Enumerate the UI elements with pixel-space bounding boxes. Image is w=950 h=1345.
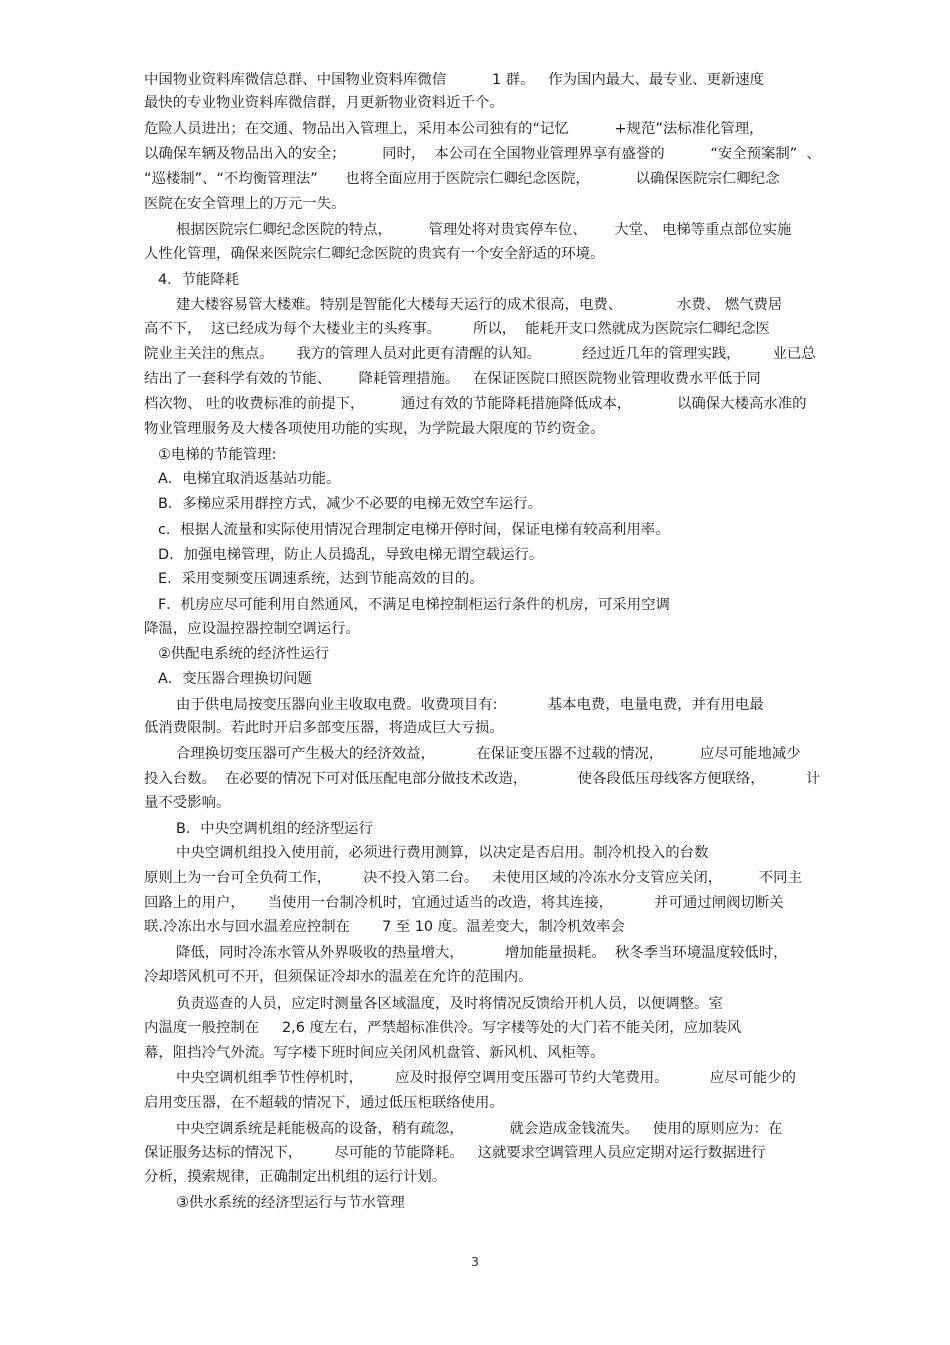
text-line: 中央空调机组投入使用前，必须进行费用测算，以决定是否启用。制冷机投入的台数 bbox=[176, 845, 709, 861]
list-item: c．根据人流量和实际使用情况合理制定电梯开停时间，保证电梯有较高利用率。 bbox=[158, 522, 670, 538]
list-item: A．变压器合理换切问题 bbox=[158, 671, 312, 687]
list-item: B．中央空调机组的经济型运行 bbox=[176, 821, 373, 837]
text-line: 投入台数。 在必要的情况下可对低压配电部分做技术改造， 使各段低压母线客方便联络， 计 bbox=[144, 771, 821, 787]
text-line: 最快的专业物业资料库微信群，月更新物业资料近千个。 bbox=[144, 95, 504, 111]
text-line: 内温度一般控制在 2,6 度左右，严禁超标准供冷。写字楼等处的大门若不能关闭，应加装风 bbox=[144, 1020, 742, 1036]
text-line: “巡楼制”、“不均衡管理法” 也将全面应用于医院宗仁卿纪念医院， 以确保医院宗仁卿纪念 bbox=[144, 171, 780, 187]
text-line: 危险人员进出；在交通、物品出入管理上，采用本公司独有的“记忆 +规范”法标准化管理， bbox=[144, 121, 764, 137]
text-line: 物业管理服务及大楼各项使用功能的实现，为学院最大限度的节约资金。 bbox=[144, 421, 605, 437]
text-line: 回路上的用户， 当使用一台制冷机时，宜通过适当的改造，将其连接， 并可通过闸阀切断关 bbox=[144, 895, 784, 911]
text-line: 低消费限制。若此时开启多部变压器，将造成巨大亏损。 bbox=[144, 720, 504, 736]
text-line: 降温，应设温控器控制空调运行。 bbox=[144, 621, 360, 637]
text-line: 中国物业资料库微信总群、中国物业资料库微信 1 群。 作为国内最大、最专业、更新速度 bbox=[144, 72, 765, 88]
text-line: 原则上为一台可全负荷工作， 决不投入第二台。 未使用区域的冷冻水分支管应关闭， 不同主 bbox=[144, 870, 802, 886]
text-line: 中央空调机组季节性停机时， 应及时报停空调用变压器可节约大笔费用。 应尽可能少的 bbox=[176, 1070, 797, 1086]
list-item: A．电梯宜取消返基站功能。 bbox=[158, 471, 341, 487]
page-number: 3 bbox=[471, 1254, 479, 1269]
text-line: 量不受影响。 bbox=[144, 795, 231, 811]
text-line: 联.冷冻出水与回水温差应控制在 7 至 10 度。温差变大，制冷机效率会 bbox=[144, 919, 625, 935]
text-line: 以确保车辆及物品出入的安全； 同时， 本公司在全国物业管理界享有盛誉的 “安全预案制” 、 bbox=[144, 146, 821, 162]
subsection-heading: ③供水系统的经济型运行与节水管理 bbox=[176, 1195, 405, 1211]
text-line: 降低，同时冷冻水管从外界吸收的热量增大， 增加能量损耗。 秋冬季当环境温度较低时， bbox=[176, 945, 788, 961]
subsection-heading: ②供配电系统的经济性运行 bbox=[158, 646, 330, 662]
list-item: F．机房应尽可能利用自然通风，不满足电梯控制柜运行条件的机房，可采用空调 bbox=[158, 597, 670, 613]
text-line: 合理换切变压器可产生极大的经济效益， 在保证变压器不过载的情况， 应尽可能地减少 bbox=[176, 746, 801, 762]
text-line: 启用变压器，在不超载的情况下，通过低压柜联络使用。 bbox=[144, 1095, 504, 1111]
text-line: 冷却塔风机可不开，但须保证冷却水的温差在允许的范围内。 bbox=[144, 969, 533, 985]
text-line: 院业主关注的焦点。 我方的管理人员对此更有清醒的认知。 经过近几年的管理实践， 业已总 bbox=[144, 346, 816, 362]
section-heading: 4．节能降耗 bbox=[158, 272, 240, 288]
text-line: 人性化管理，确保来医院宗仁卿纪念医院的贵宾有一个安全舒适的环境。 bbox=[144, 246, 605, 262]
text-line: 由于供电局按变压器向业主收取电费。收费项目有: 基本电费，电量电费，并有用电最 bbox=[176, 697, 764, 713]
text-line: 档次物、 吐的收费标准的前提下， 通过有效的节能降耗措施降低成本， 以确保大楼高水准的 bbox=[144, 396, 807, 412]
text-line: 高不下， 这已经成为每个大楼业主的头疼事。 所以， 能耗开支口然就成为医院宗仁卿纪念医 bbox=[144, 321, 770, 337]
list-item: E．采用变频变压调速系统，达到节能高效的目的。 bbox=[158, 571, 484, 587]
text-line: 幕，阻挡冷气外流。写字楼下班时间应关闭风机盘管、新风机、风柜等。 bbox=[144, 1045, 605, 1061]
list-item: B．多梯应采用群控方式，减少不必要的电梯无效空车运行。 bbox=[158, 496, 543, 512]
text-line: 分析，摸索规律，正确制定出机组的运行计划。 bbox=[144, 1169, 447, 1185]
text-line: 结出了一套科学有效的节能、 降耗管理措施。 在保证医院口照医院物业管理收费水平低于同 bbox=[144, 371, 761, 387]
text-line: 根据医院宗仁卿纪念医院的特点， 管理处将对贵宾停车位、 大堂、 电梯等重点部位实施 bbox=[176, 222, 792, 238]
subsection-heading: ①电梯的节能管理: bbox=[158, 447, 277, 463]
list-item: D．加强电梯管理，防止人员捣乱，导致电梯无谓空载运行。 bbox=[158, 547, 544, 563]
text-line: 建大楼容易管大楼难。特别是智能化大楼每天运行的成术很高，电费、 水费、 燃气费居 bbox=[176, 297, 783, 313]
text-line: 保证服务达标的情况下， 尽可能的节能降耗。 这就要求空调管理人员应定期对运行数据进行 bbox=[144, 1145, 766, 1161]
text-line: 负责巡查的人员，应定时测量各区域温度，及时将情况反馈给开机人员，以便调整。室 bbox=[176, 996, 723, 1012]
text-line: 中央空调系统是耗能极高的设备，稍有疏忽， 就会造成金钱流失。 使用的原则应为：在 bbox=[176, 1121, 783, 1137]
text-line: 医院在安全管理上的万元一失。 bbox=[144, 196, 346, 212]
